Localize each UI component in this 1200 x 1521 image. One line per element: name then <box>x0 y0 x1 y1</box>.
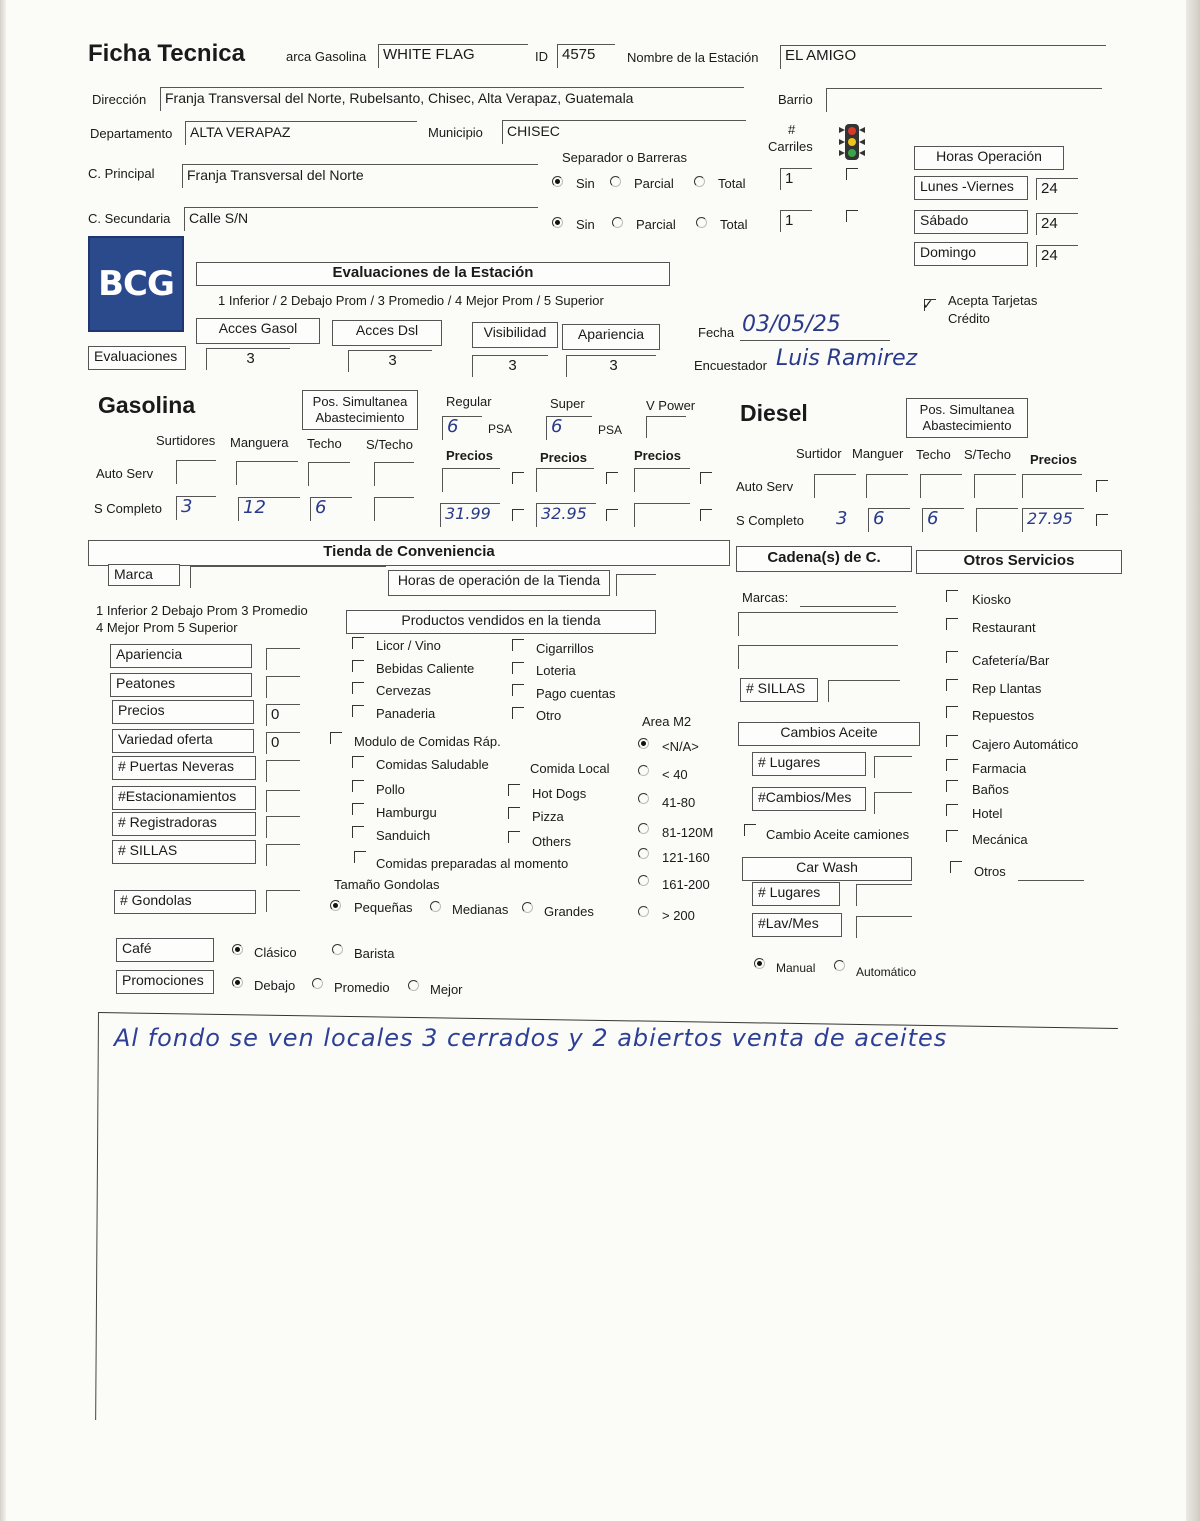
producto-checkbox-3[interactable] <box>352 705 364 717</box>
comida-local-label-0: Hot Dogs <box>532 786 587 801</box>
as-precio-regular-field[interactable] <box>442 468 500 492</box>
precio-super-label: Precios <box>540 450 587 465</box>
marca-top-line <box>378 44 526 45</box>
encuestador-label: Encuestador <box>694 358 767 373</box>
secundaria-total-label: Total <box>720 217 748 232</box>
c-principal-label: C. Principal <box>88 166 155 181</box>
hours-value-saturday[interactable]: 24 <box>1036 213 1078 235</box>
sc-techo-field[interactable]: 6 <box>310 497 352 521</box>
producto-label-3: Panaderia <box>376 706 436 721</box>
gasolina-title: Gasolina <box>98 392 196 418</box>
area-option-6: > 200 <box>662 908 695 923</box>
area-radio-1[interactable] <box>638 765 649 776</box>
as-super-checkbox[interactable] <box>606 472 618 484</box>
diesel-as-checkbox[interactable] <box>1096 480 1108 492</box>
otros-servicios-title: Otros Servicios <box>916 550 1122 574</box>
producto-checkbox-2[interactable] <box>352 682 364 694</box>
servicio-checkbox-1[interactable] <box>946 618 958 630</box>
diesel-col-surtidor: Surtidor <box>796 446 842 461</box>
servicio-label-0: Kiosko <box>972 592 1012 607</box>
diesel-as-surtidor-field[interactable] <box>814 474 856 498</box>
tienda-scale-2: 4 Mejor Prom 5 Superior <box>96 620 238 635</box>
carriles-label: Carriles <box>768 139 813 154</box>
rating-label-1: Peatones <box>110 673 252 697</box>
super-label: Super <box>550 396 585 411</box>
tamano-radio-2[interactable] <box>522 902 533 913</box>
c-principal-field[interactable]: Franja Transversal del Norte <box>182 164 538 188</box>
comida-label-2: Hamburgu <box>376 805 437 820</box>
servicio-label-6: Farmacia <box>972 761 1027 776</box>
producto-checkbox-4[interactable] <box>512 639 524 651</box>
area-label: Area M2 <box>642 714 692 729</box>
tamano-option-1: Medianas <box>452 902 509 917</box>
secundaria-parcial-radio[interactable] <box>612 217 623 228</box>
camiones-label: Cambio Aceite camiones <box>766 827 910 842</box>
servicio-label-1: Restaurant <box>972 620 1036 635</box>
logo-text: BCG <box>98 264 174 304</box>
promo-radio-2[interactable] <box>408 980 419 991</box>
servicio-checkbox-9[interactable] <box>946 830 958 842</box>
cafe-radio-1[interactable] <box>332 944 343 955</box>
notes-text[interactable]: Al fondo se ven locales 3 cerrados y 2 abiertos venta de aceites <box>114 1024 948 1052</box>
eval-value-0[interactable]: 3 <box>206 348 290 370</box>
comidas-preparadas-checkbox[interactable] <box>354 851 366 863</box>
promo-option-0: Debajo <box>254 978 296 993</box>
sc-surtidores-field[interactable]: 3 <box>176 496 216 520</box>
comida-checkbox-3[interactable] <box>352 826 364 838</box>
municipio-label: Municipio <box>428 125 483 140</box>
secundaria-sin-label: Sin <box>576 217 595 232</box>
servicio-checkbox-2[interactable] <box>946 651 958 663</box>
acepta-label: Acepta Tarjetas <box>948 293 1038 308</box>
regular-pos-field[interactable]: 6 <box>442 416 482 440</box>
eval-col-label-2: Visibilidad <box>472 322 558 348</box>
c-secundaria-label: C. Secundaria <box>88 211 171 226</box>
cambios-lugares-field[interactable] <box>874 756 912 778</box>
comida-local-label-1: Pizza <box>532 809 564 824</box>
diesel-sc-precio-field[interactable]: 27.95 <box>1022 508 1084 532</box>
cafe-radio-0[interactable] <box>232 944 243 955</box>
servicio-label-10: Otros <box>974 864 1006 879</box>
traffic-light-icon <box>836 122 868 162</box>
servicio-checkbox-8[interactable] <box>946 804 958 816</box>
comida-local-checkbox-0[interactable] <box>508 784 520 796</box>
precio-regular-label: Precios <box>446 448 493 463</box>
as-manguera-field[interactable] <box>236 461 298 485</box>
sc-precio-super-field[interactable]: 32.95 <box>536 503 596 527</box>
rating-value-3[interactable]: 0 <box>266 732 300 754</box>
principal-parcial-radio[interactable] <box>610 176 621 187</box>
rating-label-3: Variedad oferta <box>112 729 254 753</box>
rating-label-2: Precios <box>112 700 254 724</box>
comida-label-3: Sanduich <box>376 828 431 843</box>
cadena-sillas-field[interactable] <box>828 680 900 702</box>
principal-parcial-label: Parcial <box>634 176 674 191</box>
nombre-label: Nombre de la Estación <box>627 50 759 65</box>
area-option-5: 161-200 <box>662 877 710 892</box>
marca-field[interactable]: WHITE FLAG <box>378 44 528 68</box>
municipio-field[interactable]: CHISEC <box>502 120 746 144</box>
cambios-lugares-label: # Lugares <box>752 752 866 776</box>
rating-label-0: Apariencia <box>110 644 252 668</box>
diesel-auto-serv-label: Auto Serv <box>736 479 794 494</box>
horas-operacion-title: Horas Operación <box>914 146 1064 170</box>
sc-regular-checkbox[interactable] <box>512 509 524 521</box>
lav-mes-label: #Lav/Mes <box>752 913 842 937</box>
carriles-hash: # <box>788 122 796 137</box>
area-option-0: <N/A> <box>662 739 699 754</box>
area-radio-4[interactable] <box>638 848 649 859</box>
fecha-label: Fecha <box>698 325 735 340</box>
diesel-as-sin-techo-field[interactable] <box>974 474 1016 498</box>
sc-super-checkbox[interactable] <box>606 509 618 521</box>
as-sin-techo-field[interactable] <box>374 462 414 486</box>
fecha-value[interactable]: 03/05/25 <box>742 312 841 337</box>
hours-value-weekday[interactable]: 24 <box>1036 178 1078 200</box>
tamano-radio-1[interactable] <box>430 901 441 912</box>
col-techo: Techo <box>307 436 342 451</box>
carwash-lugares-label: # Lugares <box>752 882 840 906</box>
col-manguera: Manguera <box>230 435 289 450</box>
as-surtidores-field[interactable] <box>176 460 216 484</box>
eval-value-2[interactable]: 3 <box>472 355 548 377</box>
modulo-comidas-label: Modulo de Comidas Ráp. <box>354 734 501 749</box>
as-precio-vpower-field[interactable] <box>634 468 690 492</box>
rating-value-0[interactable] <box>266 648 300 670</box>
evaluaciones-row-label: Evaluaciones <box>88 346 186 370</box>
barrio-field[interactable] <box>826 88 1102 112</box>
departamento-field[interactable]: ALTA VERAPAZ <box>185 121 417 145</box>
municipio-top-line <box>502 120 746 121</box>
c-secundaria-top-line <box>184 207 538 208</box>
tienda-horas-field[interactable] <box>616 574 656 596</box>
area-radio-2[interactable] <box>638 793 649 804</box>
eval-col-label-1: Acces Dsl <box>332 320 442 346</box>
carwash-lugares-field[interactable] <box>856 884 912 906</box>
rating-value-6[interactable] <box>266 816 300 838</box>
comida-local-label: Comida Local <box>530 761 610 776</box>
encuestador-value[interactable]: Luis Ramirez <box>776 346 918 371</box>
principal-total-label: Total <box>718 176 746 191</box>
diesel-col-manguer: Manguer <box>852 446 904 461</box>
servicio-label-4: Repuestos <box>972 708 1035 723</box>
rating-label-4: # Puertas Neveras <box>112 756 256 780</box>
tienda-title: Tienda de Conveniencia <box>88 540 730 566</box>
tienda-marca-field[interactable] <box>190 566 386 588</box>
promo-radio-1[interactable] <box>312 978 323 989</box>
sc-precio-vpower-field[interactable] <box>634 503 690 527</box>
rating-value-7[interactable] <box>266 844 300 866</box>
cadena-sillas-label: # SILLAS <box>740 678 818 702</box>
producto-checkbox-7[interactable] <box>512 707 524 719</box>
carwash-auto-label: Automático <box>856 965 917 979</box>
comida-checkbox-2[interactable] <box>352 803 364 815</box>
servicio-checkbox-4[interactable] <box>946 706 958 718</box>
barrio-top-line <box>826 88 1102 89</box>
rating-label-8: # Gondolas <box>114 890 256 914</box>
otros-underline <box>1018 880 1084 881</box>
area-radio-3[interactable] <box>638 823 649 834</box>
producto-label-7: Otro <box>536 708 562 723</box>
diesel-pos-simultanea <box>906 398 1028 438</box>
promo-radio-0[interactable] <box>232 977 243 988</box>
comida-local-label-2: Others <box>532 834 572 849</box>
gasolina-pos-label-1: Pos. Simultanea <box>312 394 408 409</box>
servicio-label-2: Cafetería/Bar <box>972 653 1050 668</box>
servicio-checkbox-7[interactable] <box>946 780 958 792</box>
diesel-sc-manguer-field[interactable]: 6 <box>868 508 910 532</box>
credito-label: Crédito <box>948 311 990 326</box>
cadena-marcas-line <box>800 606 896 607</box>
check-mark-icon: ✓ <box>922 296 934 312</box>
barrio-label: Barrio <box>778 92 813 107</box>
col-sin-techo: S/Techo <box>366 437 413 452</box>
rating-value-5[interactable] <box>266 790 300 812</box>
auto-serv-label: Auto Serv <box>96 466 154 481</box>
c-secundaria-field[interactable]: Calle S/N <box>184 207 538 231</box>
id-top-line <box>557 44 613 45</box>
tienda-marca-label: Marca <box>108 564 180 586</box>
cambios-mes-label: #Cambios/Mes <box>752 787 866 811</box>
productos-title: Productos vendidos en la tienda <box>346 610 656 634</box>
departamento-top-line <box>185 121 417 122</box>
servicio-checkbox-0[interactable] <box>946 590 958 602</box>
vpower-pos-field[interactable] <box>646 416 686 438</box>
cambios-aceite-title: Cambios Aceite <box>738 722 920 746</box>
as-techo-field[interactable] <box>308 462 350 486</box>
rating-label-5: #Estacionamientos <box>112 786 256 810</box>
cafe-label: Café <box>116 938 214 962</box>
departamento-label: Departamento <box>90 126 173 141</box>
area-option-2: 41-80 <box>662 795 696 810</box>
cafe-option-1: Barista <box>354 946 395 961</box>
eval-value-1[interactable]: 3 <box>348 350 432 372</box>
nombre-field[interactable]: EL AMIGO <box>780 45 1106 69</box>
rating-label-7: # SILLAS <box>112 840 256 864</box>
cafe-option-0: Clásico <box>254 945 297 960</box>
diesel-sc-sin-techo-field[interactable] <box>976 508 1018 532</box>
tamano-option-0: Pequeñas <box>354 900 413 915</box>
rating-value-1[interactable] <box>266 676 300 698</box>
servicio-checkbox-3[interactable] <box>946 679 958 691</box>
as-vpower-checkbox[interactable] <box>700 472 712 484</box>
lav-mes-field[interactable] <box>856 916 912 938</box>
evaluaciones-scale: 1 Inferior / 2 Debajo Prom / 3 Promedio / 4 Mejor Prom / 5 Superior <box>218 293 604 308</box>
producto-label-5: Loteria <box>536 663 576 678</box>
carriles-secundaria-field[interactable]: 1 <box>780 210 812 232</box>
gasolina-pos-simultanea <box>302 390 418 430</box>
producto-label-1: Bebidas Caliente <box>376 661 475 676</box>
producto-checkbox-1[interactable] <box>352 660 364 672</box>
tamano-radio-0[interactable] <box>330 900 341 911</box>
tienda-scale-1: 1 Inferior 2 Debajo Prom 3 Promedio <box>96 603 308 618</box>
cadena-title: Cadena(s) de C. <box>736 546 912 572</box>
diesel-as-manguer-field[interactable] <box>866 474 908 498</box>
area-option-3: 81-120M <box>662 825 714 840</box>
carriles-principal-field[interactable]: 1 <box>780 168 812 190</box>
hours-label-sunday: Domingo <box>914 242 1028 266</box>
bcg-logo <box>88 236 184 332</box>
producto-label-6: Pago cuentas <box>536 686 616 701</box>
comida-label-1: Pollo <box>376 782 405 797</box>
tamano-label: Tamaño Gondolas <box>334 877 440 892</box>
as-regular-checkbox[interactable] <box>512 472 524 484</box>
producto-label-4: Cigarrillos <box>536 641 594 656</box>
cambios-mes-field[interactable] <box>874 792 912 814</box>
comida-label-0: Comidas Saludable <box>376 757 489 772</box>
direccion-field[interactable]: Franja Transversal del Norte, Rubelsanto, Chisec, Alta Verapaz, Guatemala <box>160 87 744 111</box>
servicio-checkbox-6[interactable] <box>946 759 958 771</box>
servicio-label-7: Baños <box>972 782 1009 797</box>
carwash-manual-label: Manual <box>776 961 816 975</box>
hours-label-saturday: Sábado <box>914 210 1028 234</box>
rating-value-4[interactable] <box>266 760 300 782</box>
col-surtidores: Surtidores <box>156 433 216 448</box>
paper-left-edge <box>0 0 6 1521</box>
cadena-marcas-label: Marcas: <box>742 590 789 605</box>
sc-sin-techo-field[interactable] <box>374 497 414 521</box>
servicio-label-8: Hotel <box>972 806 1003 821</box>
camiones-checkbox[interactable] <box>744 824 756 836</box>
sc-manguera-field[interactable]: 12 <box>238 497 300 521</box>
eval-col-label-0: Acces Gasol <box>196 318 320 344</box>
promociones-label: Promociones <box>116 970 214 994</box>
direccion-top-line <box>160 87 744 88</box>
area-radio-5[interactable] <box>638 875 649 886</box>
notes-left-line <box>95 1012 99 1420</box>
secundaria-total-radio[interactable] <box>696 217 707 228</box>
secundaria-parcial-label: Parcial <box>636 217 676 232</box>
area-option-4: 121-160 <box>662 850 710 865</box>
super-pos-field[interactable]: 6 <box>546 416 592 440</box>
separador-label: Separador o Barreras <box>562 150 688 165</box>
diesel-as-precio-field[interactable] <box>1022 474 1082 498</box>
comida-local-checkbox-2[interactable] <box>508 831 520 843</box>
comidas-preparadas-label: Comidas preparadas al momento <box>376 856 569 871</box>
diesel-pos-label-1: Pos. Simultanea <box>919 402 1015 417</box>
paper-right-edge <box>1186 0 1200 1521</box>
s-completo-label: S Completo <box>94 501 162 516</box>
comida-checkbox-0[interactable] <box>352 756 364 768</box>
servicio-label-3: Rep Llantas <box>972 681 1042 696</box>
diesel-sc-checkbox[interactable] <box>1096 514 1108 526</box>
producto-label-2: Cervezas <box>376 683 431 698</box>
producto-checkbox-6[interactable] <box>512 684 524 696</box>
modulo-comidas-checkbox[interactable] <box>330 732 342 744</box>
direccion-label: Dirección <box>92 92 147 107</box>
comida-local-checkbox-1[interactable] <box>508 807 520 819</box>
cadena-marca-field-1[interactable] <box>738 612 898 636</box>
sc-precio-regular-field[interactable]: 31.99 <box>440 503 500 527</box>
area-radio-6[interactable] <box>638 906 649 917</box>
diesel-precios-label: Precios <box>1030 452 1077 467</box>
rating-value-2[interactable]: 0 <box>266 704 300 726</box>
carwash-manual-radio[interactable] <box>754 958 765 969</box>
vpower-label: V Power <box>646 398 696 413</box>
carwash-title: Car Wash <box>742 857 912 881</box>
evaluaciones-title: Evaluaciones de la Estación <box>196 262 670 286</box>
marca-label: arca Gasolina <box>286 49 367 64</box>
servicio-checkbox-10[interactable] <box>950 861 962 873</box>
servicio-checkbox-5[interactable] <box>946 735 958 747</box>
promo-option-1: Promedio <box>334 980 390 995</box>
secundaria-sin-radio[interactable] <box>552 217 563 228</box>
rating-value-8[interactable] <box>266 890 300 912</box>
id-field[interactable]: 4575 <box>557 44 615 68</box>
diesel-sc-techo-field[interactable]: 6 <box>922 508 964 532</box>
diesel-as-techo-field[interactable] <box>920 474 962 498</box>
hours-label-weekday: Lunes -Viernes <box>914 176 1028 200</box>
principal-sin-radio[interactable] <box>552 176 563 187</box>
diesel-col-techo: Techo <box>916 447 951 462</box>
as-precio-super-field[interactable] <box>536 468 594 492</box>
producto-label-0: Licor / Vino <box>376 638 441 653</box>
nombre-top-line <box>780 45 1106 46</box>
principal-checkbox[interactable] <box>846 168 858 180</box>
form-title: Ficha Tecnica <box>88 40 245 67</box>
cadena-marca-field-2[interactable] <box>738 645 898 669</box>
regular-psa: PSA <box>488 422 513 436</box>
sc-vpower-checkbox[interactable] <box>700 509 712 521</box>
diesel-sc-surtidor-field[interactable]: 3 <box>836 508 848 529</box>
promo-option-2: Mejor <box>430 982 463 997</box>
diesel-s-completo-label: S Completo <box>736 513 804 528</box>
super-psa: PSA <box>598 423 623 437</box>
id-label: ID <box>535 49 548 64</box>
comida-checkbox-1[interactable] <box>352 780 364 792</box>
c-principal-top-line <box>182 164 538 165</box>
tienda-horas-label: Horas de operación de la Tienda <box>388 570 610 596</box>
tamano-option-2: Grandes <box>544 904 594 919</box>
eval-col-label-3: Apariencia <box>562 324 660 350</box>
fecha-underline <box>740 340 890 341</box>
principal-sin-label: Sin <box>576 176 595 191</box>
regular-label: Regular <box>446 394 492 409</box>
producto-checkbox-5[interactable] <box>512 662 524 674</box>
producto-checkbox-0[interactable] <box>352 637 364 649</box>
area-option-1: < 40 <box>662 767 688 782</box>
gasolina-pos-label-2: Abastecimiento <box>315 410 405 425</box>
carwash-auto-radio[interactable] <box>834 960 845 971</box>
diesel-pos-label-2: Abastecimiento <box>922 418 1012 433</box>
precio-vpower-label: Precios <box>634 448 681 463</box>
diesel-col-sin-techo: S/Techo <box>964 447 1011 462</box>
eval-value-3[interactable]: 3 <box>566 355 656 377</box>
rating-label-6: # Registradoras <box>112 812 256 836</box>
secundaria-checkbox[interactable] <box>846 210 858 222</box>
servicio-label-9: Mecánica <box>972 832 1028 847</box>
area-radio-0[interactable] <box>638 738 649 749</box>
servicio-label-5: Cajero Automático <box>972 737 1079 752</box>
principal-total-radio[interactable] <box>694 176 705 187</box>
diesel-title: Diesel <box>740 400 808 426</box>
hours-value-sunday[interactable]: 24 <box>1036 245 1078 267</box>
